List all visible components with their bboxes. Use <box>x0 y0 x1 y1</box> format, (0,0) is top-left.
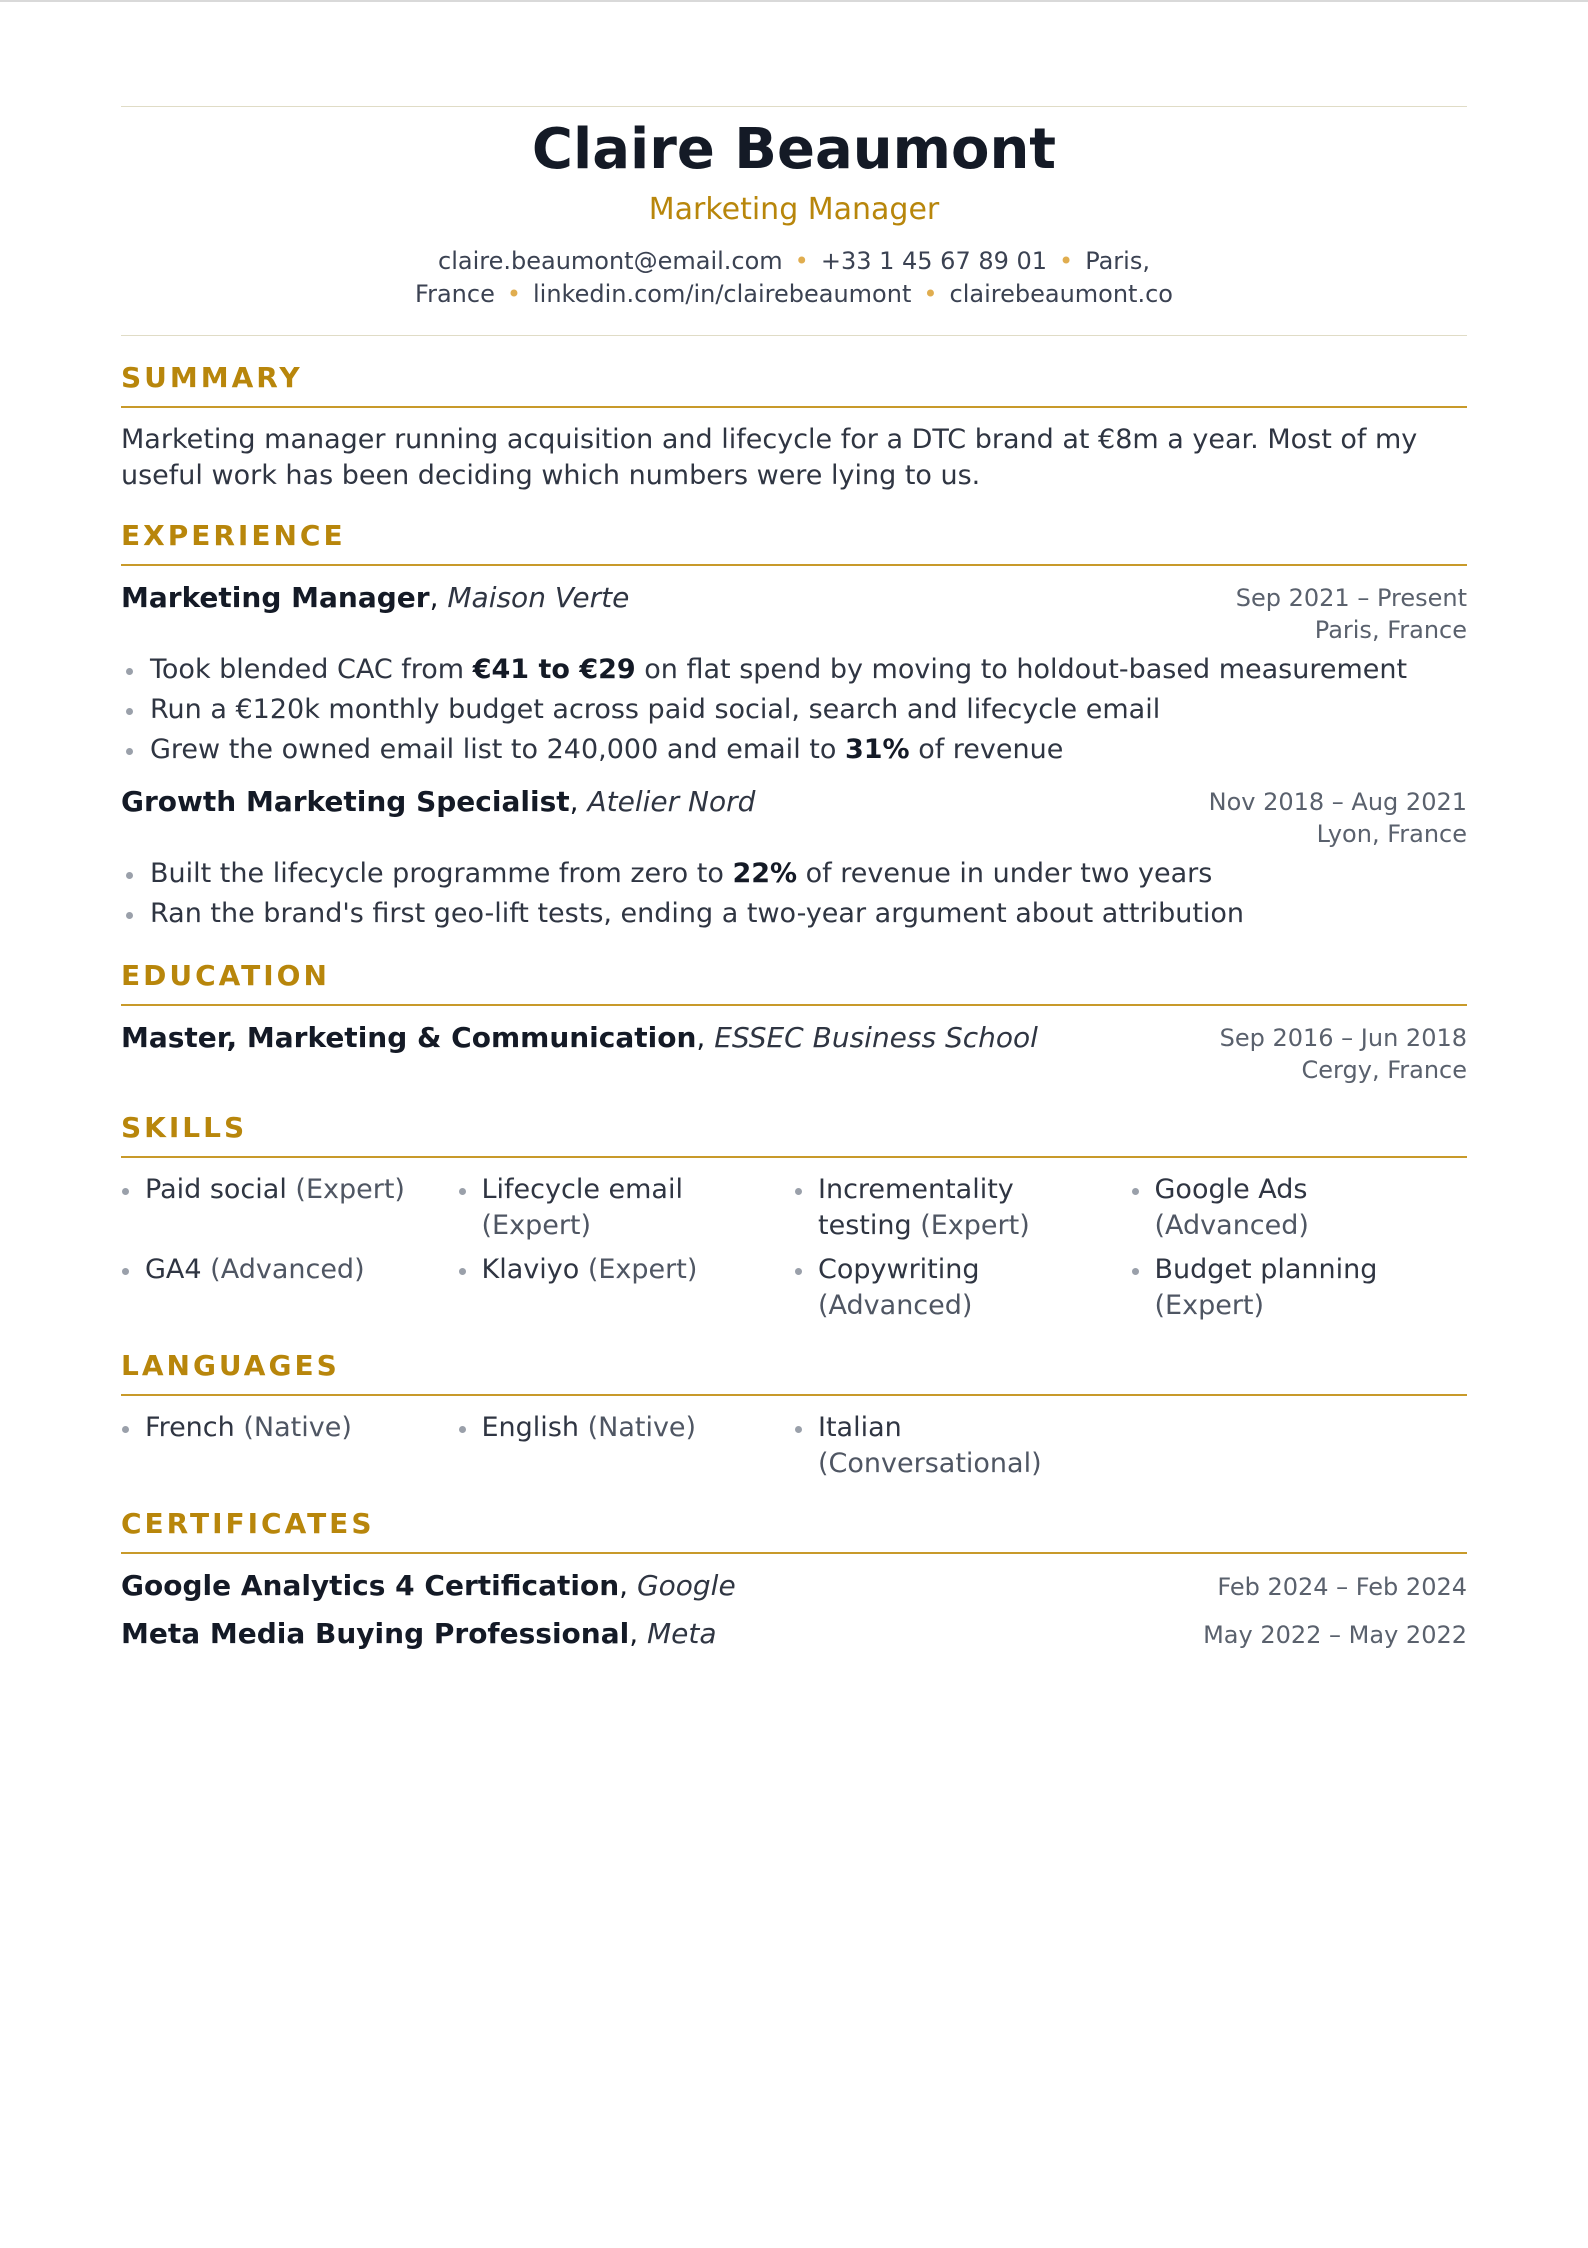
contact-website[interactable]: clairebeaumont.co <box>949 279 1173 308</box>
certificate-entry <box>121 1568 1467 1604</box>
skill-item: Paid social (Expert) <box>121 1172 458 1244</box>
certificate-dates: Feb 2024 – Feb 2024 <box>1217 1572 1467 1601</box>
education-location: Cergy, France <box>1301 1055 1467 1084</box>
bullet-item: Built the lifecycle programme from zero to 22% of revenue in under two years <box>121 854 1467 894</box>
contact-line <box>414 245 1174 311</box>
job-meta <box>1209 786 1467 850</box>
contact-linkedin[interactable]: linkedin.com/in/clairebeaumont <box>533 279 912 308</box>
section-title: EXPERIENCE <box>121 522 1467 566</box>
job-header <box>121 580 1467 646</box>
education-school: ESSEC Business School <box>714 1020 1038 1054</box>
skills-section <box>121 1110 1467 1324</box>
bullet-item: Grew the owned email list to 240,000 and email to 31% of revenue <box>121 730 1467 770</box>
education-degree: Master, Marketing & Communication <box>121 1020 697 1054</box>
section-title: SKILLS <box>121 1114 1467 1158</box>
job-company: Atelier Nord <box>587 784 756 818</box>
job-meta <box>1236 582 1467 646</box>
resume-header <box>121 107 1467 335</box>
skill-item: Lifecycle email (Expert) <box>458 1172 795 1244</box>
bullet-item: Run a €120k monthly budget across paid social, search and lifecycle email <box>121 690 1467 730</box>
skill-item: Copywriting (Advanced) <box>794 1252 1131 1324</box>
candidate-role: Marketing Manager <box>648 191 940 227</box>
job-dates: Nov 2018 – Aug 2021 <box>1208 787 1467 816</box>
education-dates: Sep 2016 – Jun 2018 <box>1219 1023 1467 1052</box>
bullet-item: Took blended CAC from €41 to €29 on flat spend by moving to holdout-based measurement <box>121 650 1467 690</box>
section-title: EDUCATION <box>121 962 1467 1006</box>
separator-dot: • <box>1059 246 1074 275</box>
job-entry <box>121 784 1467 934</box>
job-location: Paris, France <box>1314 615 1467 644</box>
job-role: Marketing Manager <box>121 580 430 614</box>
separator-dot: • <box>923 279 938 308</box>
certificate-name: Meta Media Buying Professional <box>121 1616 630 1650</box>
section-title: SUMMARY <box>121 364 1467 408</box>
certificate-title-line: Meta Media Buying Professional, Meta <box>121 1616 717 1650</box>
education-meta <box>1220 1022 1467 1086</box>
section-title: LANGUAGES <box>121 1352 1467 1396</box>
summary-section <box>121 360 1467 494</box>
certificate-entry <box>121 1616 1467 1652</box>
job-title-line: Marketing Manager, Maison Verte <box>121 580 630 614</box>
separator-dot: • <box>794 246 809 275</box>
contact-phone[interactable]: +33 1 45 67 89 01 <box>820 246 1048 275</box>
certificate-issuer: Google <box>636 1568 736 1602</box>
education-entry <box>121 1020 1467 1086</box>
job-dates: Sep 2021 – Present <box>1235 583 1467 612</box>
job-bullets <box>121 650 1467 770</box>
certificate-title-line: Google Analytics 4 Certification, Google <box>121 1568 736 1602</box>
education-section <box>121 958 1467 1086</box>
education-header <box>121 1020 1467 1086</box>
resume-content <box>121 106 1467 1652</box>
experience-section <box>121 518 1467 934</box>
skill-item: Budget planning (Expert) <box>1131 1252 1468 1324</box>
skill-item: Incrementality testing (Expert) <box>794 1172 1131 1244</box>
certificate-issuer: Meta <box>647 1616 717 1650</box>
job-entry <box>121 580 1467 770</box>
languages-grid <box>121 1410 1467 1482</box>
certificate-dates: May 2022 – May 2022 <box>1203 1620 1467 1649</box>
skills-grid <box>121 1172 1467 1324</box>
contact-location: Paris, France <box>415 246 1150 308</box>
skill-item: Klaviyo (Expert) <box>458 1252 795 1324</box>
language-item: English (Native) <box>458 1410 795 1482</box>
section-title: CERTIFICATES <box>121 1510 1467 1554</box>
candidate-name: Claire Beaumont <box>531 117 1057 182</box>
summary-text: Marketing manager running acquisition and lifecycle for a DTC brand at €8m a year. Most of my useful work has been deciding which numbers were lying to us. <box>121 423 1418 491</box>
job-role: Growth Marketing Specialist <box>121 784 570 818</box>
separator-dot: • <box>506 279 521 308</box>
language-item: French (Native) <box>121 1410 458 1482</box>
certificate-name: Google Analytics 4 Certification <box>121 1568 620 1602</box>
education-title-line: Master, Marketing & Communication, ESSEC Business School <box>121 1020 1038 1054</box>
skill-item: GA4 (Advanced) <box>121 1252 458 1324</box>
header-bottom-rule <box>121 335 1467 336</box>
language-item: Italian (Conversational) <box>794 1410 1131 1482</box>
job-title-line: Growth Marketing Specialist, Atelier Nord <box>121 784 756 818</box>
job-location: Lyon, France <box>1316 819 1467 848</box>
contact-email[interactable]: claire.beaumont@email.com <box>438 246 783 275</box>
skill-item: Google Ads (Advanced) <box>1131 1172 1468 1244</box>
job-header <box>121 784 1467 850</box>
job-bullets <box>121 854 1467 934</box>
bullet-item: Ran the brand's first geo-lift tests, ending a two-year argument about attribution <box>121 894 1467 934</box>
languages-section <box>121 1348 1467 1482</box>
job-company: Maison Verte <box>447 580 630 614</box>
certificates-section <box>121 1506 1467 1652</box>
